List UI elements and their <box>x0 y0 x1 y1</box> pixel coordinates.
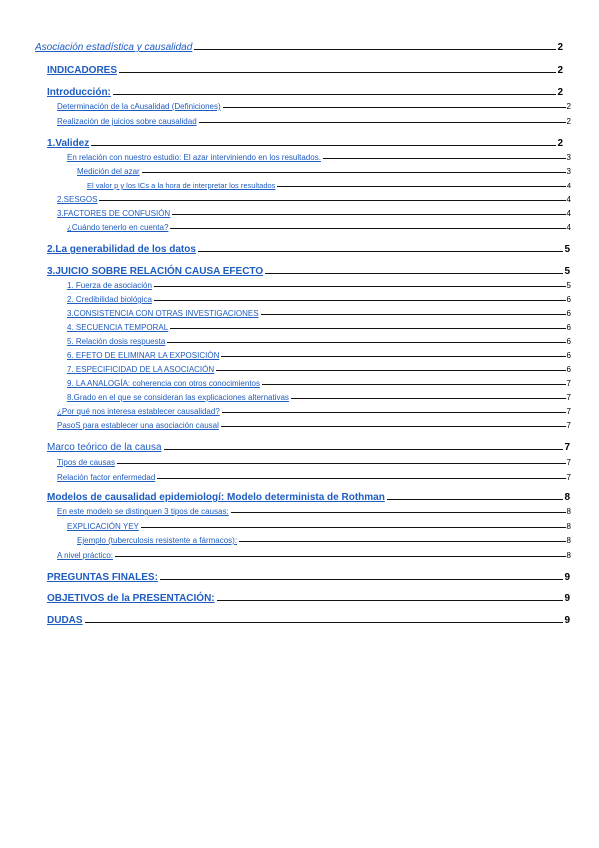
toc-entry[interactable] <box>67 223 571 232</box>
toc-entry-title[interactable]: EXPLICACIÓN YEY <box>67 522 139 531</box>
toc-entry-title[interactable]: El valor p y los ICs a la hora de interpretar los resultados <box>87 181 276 190</box>
toc-page-number: 8 <box>566 536 571 545</box>
toc-page-number: 7 <box>566 473 571 482</box>
toc-leader <box>164 449 564 450</box>
toc-leader <box>154 300 566 301</box>
toc-entry-title[interactable]: 3.CONSISTENCIA CON OTRAS INVESTIGACIONES <box>67 309 259 318</box>
toc-leader <box>323 158 566 159</box>
toc-leader <box>119 72 556 73</box>
toc-page-number: 7 <box>566 421 571 430</box>
toc-entry-title[interactable]: Ejemplo (tuberculosis resistente a fármacos): <box>77 536 238 545</box>
toc-entry-title[interactable]: Relación factor enfermedad <box>57 473 156 482</box>
toc-leader <box>387 499 564 500</box>
toc-entry[interactable] <box>35 42 563 53</box>
toc-leader <box>216 370 565 371</box>
toc-page-number: 2 <box>557 65 563 76</box>
toc-entry-title[interactable]: A nivel práctico: <box>57 551 114 560</box>
toc-entry-title[interactable]: 2.SESGOS <box>57 195 98 204</box>
toc-page-number: 2 <box>557 42 563 53</box>
toc-entry[interactable] <box>47 442 570 453</box>
toc-leader <box>261 314 566 315</box>
toc-entry-title[interactable]: 8.Grado en el que se consideran las explicaciones alternativas <box>67 393 289 402</box>
toc-entry-title[interactable]: Tipos de causas <box>57 458 115 467</box>
toc-entry-title[interactable]: Medición del azar <box>77 167 140 176</box>
toc-entry-title[interactable]: PasoS para establecer una asociación causal <box>57 421 219 430</box>
toc-entry-title[interactable]: 1.Validez <box>47 138 90 149</box>
toc-page-number: 6 <box>566 309 571 318</box>
toc-entry-title[interactable]: 9. LA ANALOGÍA: coherencia con otros conocimientos <box>67 379 260 388</box>
toc-page-number: 7 <box>566 393 571 402</box>
toc-page-number: 5 <box>566 281 571 290</box>
toc-page-number: 9 <box>564 593 570 604</box>
toc-page-number: 3 <box>566 167 571 176</box>
toc-entry[interactable] <box>67 295 571 304</box>
toc-entry-title[interactable]: En este modelo se distinguen 3 tipos de causas: <box>57 507 229 516</box>
toc-entry[interactable] <box>67 309 571 318</box>
toc-entry[interactable] <box>87 181 571 190</box>
toc-entry[interactable] <box>67 281 571 290</box>
toc-leader <box>277 186 565 187</box>
toc-leader <box>221 426 566 427</box>
toc-page-number: 6 <box>566 351 571 360</box>
toc-entry-title[interactable]: OBJETIVOS de la PRESENTACIÓN: <box>47 593 215 604</box>
toc-leader <box>85 622 564 623</box>
toc-leader <box>239 541 565 542</box>
toc-entry-title[interactable]: 6. EFETO DE ELIMINAR LA EXPOSICIÓN <box>67 351 220 360</box>
toc-leader <box>117 463 566 464</box>
toc-leader <box>115 556 566 557</box>
toc-page-number: 4 <box>566 195 571 204</box>
toc-leader <box>198 251 564 252</box>
toc-leader <box>141 527 566 528</box>
toc-entry[interactable] <box>47 65 563 76</box>
toc-entry-title[interactable]: ¿Por qué nos interesa establecer causalidad? <box>57 407 220 416</box>
toc-entry[interactable] <box>67 393 571 402</box>
toc-page-number: 3 <box>566 153 571 162</box>
toc-entry-title[interactable]: 2.La generabilidad de los datos <box>47 244 196 255</box>
toc-entry-title[interactable]: Marco teórico de la causa <box>47 442 162 453</box>
toc-entry-title[interactable]: 1. Fuerza de asociación <box>67 281 152 290</box>
toc-page-number: 6 <box>566 365 571 374</box>
toc-page-number: 6 <box>566 295 571 304</box>
toc-page-number: 8 <box>566 551 571 560</box>
toc-entry-title[interactable]: 3.FACTORES DE CONFUSIÓN <box>57 209 171 218</box>
toc-leader <box>222 412 566 413</box>
toc-page-number: 2 <box>566 117 571 126</box>
toc-page-number: 2 <box>557 138 563 149</box>
toc-page-number: 9 <box>564 572 570 583</box>
toc-leader <box>167 342 565 343</box>
toc-page-number: 7 <box>564 442 570 453</box>
toc-leader <box>262 384 566 385</box>
toc-entry-title[interactable]: PREGUNTAS FINALES: <box>47 572 158 583</box>
toc-entry[interactable] <box>67 337 571 346</box>
toc-entry[interactable] <box>57 421 571 430</box>
toc-entry-title[interactable]: Realización de juicios sobre causalidad <box>57 117 197 126</box>
toc-entry[interactable] <box>47 593 570 604</box>
toc-entry[interactable] <box>57 195 571 204</box>
toc-entry-title[interactable]: Determinación de la cAusalidad (Definiciones) <box>57 102 221 111</box>
toc-entry-title[interactable]: ¿Cuándo tenerlo en cuenta? <box>67 223 169 232</box>
toc-entry-title[interactable]: 2. Credibilidad biológica <box>67 295 152 304</box>
toc-entry-title[interactable]: 3.JUICIO SOBRE RELACIÓN CAUSA EFECTO <box>47 266 264 277</box>
toc-entry-title[interactable]: Introducción: <box>47 87 111 98</box>
toc-leader <box>160 579 564 580</box>
toc-entry[interactable] <box>57 551 571 560</box>
toc-leader <box>223 107 566 108</box>
toc-page-number: 8 <box>566 522 571 531</box>
toc-entry[interactable] <box>57 458 571 467</box>
toc-entry-title[interactable]: DUDAS <box>47 615 83 626</box>
toc-leader <box>99 200 565 201</box>
toc-leader <box>170 328 565 329</box>
toc-entry[interactable] <box>77 167 571 176</box>
toc-leader <box>231 512 566 513</box>
toc-page-number: 5 <box>564 266 570 277</box>
toc-entry[interactable] <box>57 102 571 111</box>
toc-leader <box>172 214 565 215</box>
toc-leader <box>142 172 566 173</box>
toc-leader <box>157 478 565 479</box>
toc-entry-title[interactable]: En relación con nuestro estudio: El azar interviniendo en los resultados. <box>67 153 321 162</box>
toc-page-number: 4 <box>566 209 571 218</box>
toc-entry[interactable] <box>57 473 571 482</box>
toc-entry[interactable] <box>47 572 570 583</box>
toc-page-number: 2 <box>566 102 571 111</box>
toc-page-number: 8 <box>566 507 571 516</box>
toc-page-number: 7 <box>566 407 571 416</box>
toc-entry[interactable] <box>67 379 571 388</box>
toc-entry-title[interactable]: 4. SECUENCIA TEMPORAL <box>67 323 169 332</box>
toc-leader <box>113 94 557 95</box>
toc-page-number: 2 <box>557 87 563 98</box>
toc-page-number: 4 <box>566 223 571 232</box>
toc-leader <box>194 49 556 50</box>
toc-page-number: 4 <box>566 181 571 190</box>
toc-page-number: 5 <box>564 244 570 255</box>
toc-leader <box>291 398 566 399</box>
toc-leader <box>154 286 566 287</box>
toc-entry[interactable] <box>67 365 571 374</box>
toc-leader <box>199 122 566 123</box>
toc-entry-title[interactable]: 7. ESPECIFICIDAD DE LA ASOCIACIÓN <box>67 365 215 374</box>
toc-entry-title[interactable]: Modelos de causalidad epidemiologí: Modelo determinista de Rothman <box>47 492 385 503</box>
toc-entry[interactable] <box>57 407 571 416</box>
toc-entry[interactable] <box>67 351 571 360</box>
toc-leader <box>265 273 563 274</box>
toc-entry[interactable] <box>77 536 571 545</box>
toc-entry-title[interactable]: 5. Relación dosis respuesta <box>67 337 166 346</box>
toc-leader <box>170 228 565 229</box>
toc-entry[interactable] <box>57 117 571 126</box>
toc-page-number: 7 <box>566 458 571 467</box>
toc-entry[interactable] <box>47 244 570 255</box>
toc-page-number: 9 <box>564 615 570 626</box>
toc-entry[interactable] <box>47 87 563 98</box>
toc-page-number: 7 <box>566 379 571 388</box>
toc-entry[interactable] <box>67 522 571 531</box>
toc-entry[interactable] <box>47 138 563 149</box>
toc-entry[interactable] <box>67 323 571 332</box>
toc-entry-title[interactable]: INDICADORES <box>47 65 118 76</box>
toc-entry[interactable] <box>47 492 570 503</box>
toc-leader <box>91 145 556 146</box>
toc-page-number: 6 <box>566 323 571 332</box>
toc-entry[interactable] <box>67 153 571 162</box>
toc-leader <box>221 356 565 357</box>
toc-page-number: 8 <box>564 492 570 503</box>
toc-entry[interactable] <box>47 266 570 277</box>
toc-leader <box>217 600 564 601</box>
toc-entry[interactable] <box>57 507 571 516</box>
toc-entry-title[interactable]: Asociación estadística y causalidad <box>35 42 193 53</box>
toc-entry[interactable] <box>47 615 570 626</box>
toc-page-number: 6 <box>566 337 571 346</box>
toc-entry[interactable] <box>57 209 571 218</box>
